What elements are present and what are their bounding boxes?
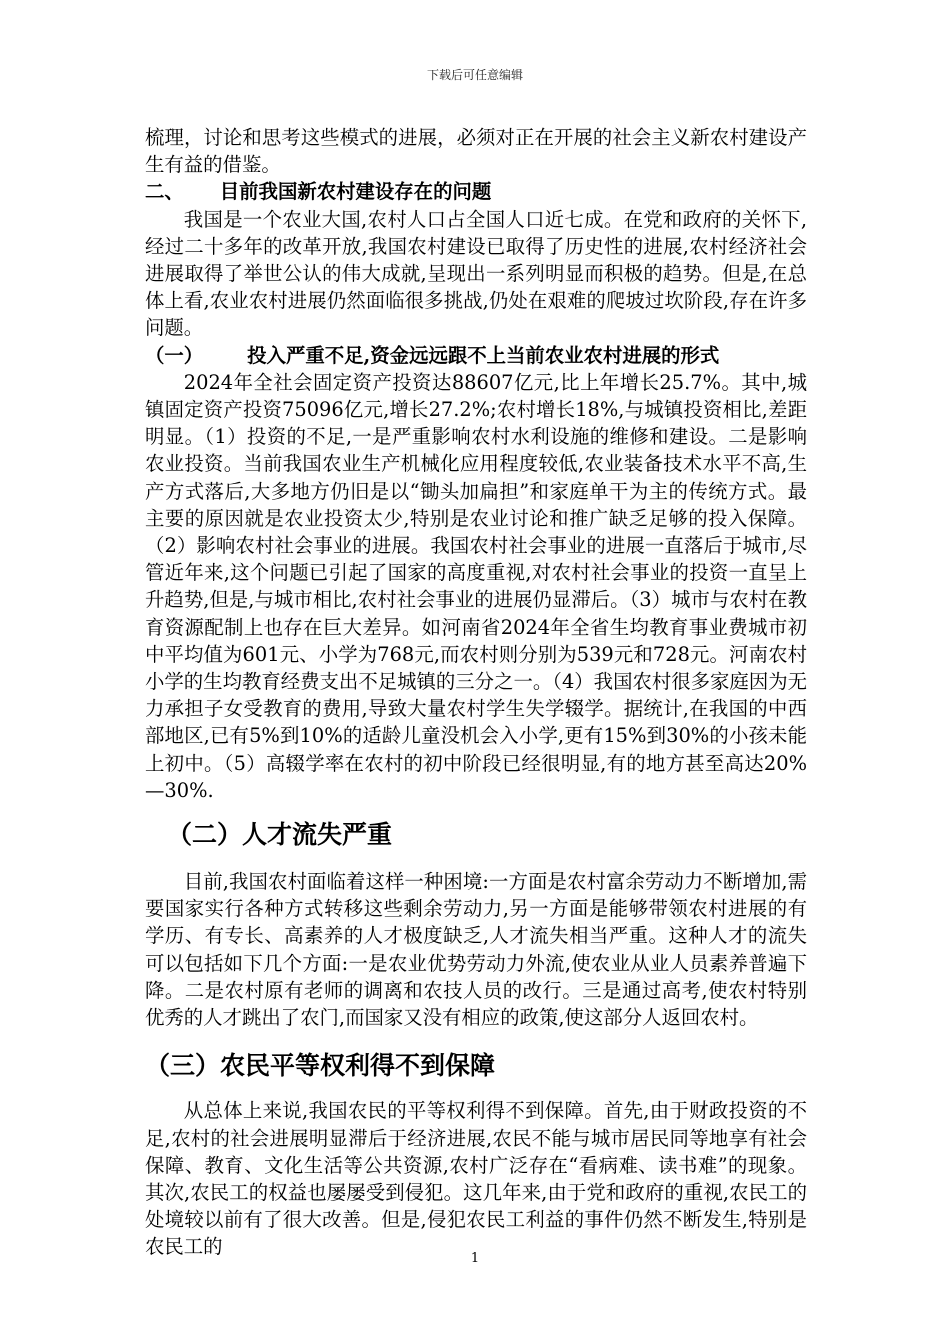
subsection-3-paragraph: 从总体上来说,我国农民的平等权利得不到保障。首先,由于财政投资的不足,农村的社会进展明显滞后于经济进展,农民不能与城市居民同等地享有社会保障、教育、文化生活等公共资源,农村广泛存在“看病难、读书难”的现象。其次,农民工的权益也屡屡受到侵犯。这几年来,由于党和政府的重视,农民工的处境较以前有了很大改善。但是,侵犯农民工利益的事件仍然不断发生,特别是农民工的	[145, 1099, 807, 1259]
subsection-2-paragraph: 目前,我国农村面临着这样一种困境:一方面是农村富余劳动力不断增加,需要国家实行各种方式转移这些剩余劳动力,另一方面是能够带领农村进展的有学历、有专长、高素养的人才极度缺乏,人才流失相当严重。这种人才的流失可以包括如下几个方面:一是农业优势劳动力外流,使农业从业人员素养普遍下降。二是农村原有老师的调离和农技人员的改行。三是通过高考,使农村特别优秀的人才跳出了农门,而国家又没有相应的政策,使这部分人返回农村。	[145, 870, 807, 1030]
section-2-number: 二、	[145, 180, 184, 204]
intro-continuation: 梳理，讨论和思考这些模式的进展，必须对正在开展的社会主义新农村建设产生有益的借鉴。	[145, 126, 807, 177]
page-header: 下载后可任意编辑	[426, 68, 523, 82]
subsection-1-paragraph: 2024年全社会固定资产投资达88607亿元,比上年增长25.7%。其中,城镇固定资产投资75096亿元,增长27.2%;农村增长18%,与城镇投资相比,差距明显。（1）投资的不足,一是严重影响农村水利设施的维修和建设。二是影响农业投资。当前我国农业生产机械化应用程度较低,农业装备技术水平不高,生产方式落后,大多地方仍旧是以“锄头加扁担”和家庭单干为主的传统方式。最主要的原因就是农业投资太少,特别是农业讨论和推广缺乏足够的投入保障。（2）影响农村社会事业的进展。我国农村社会事业的进展一直落后于城市,尽管近年来,这个问题已引起了国家的高度重视,对农村社会事业的投资一直呈上升趋势,但是,与城市相比,农村社会事业的进展仍显滞后。（3）城市与农村在教育资源配制上也存在巨大差异。如河南省2024年全省生均教育事业费城市初中平均值为601元、小学为768元,而农村则分别为539元和728元。河南农村小学的生均教育经费支出不足城镇的三分之一。（4）我国农村很多家庭因为无力承担子女受教育的费用,导致大量农村学生失学辍学。据统计,在我国的中西部地区,已有5%到10%的适龄儿童没机会入小学,更有15%到30%的小孩未能上初中。（5）高辍学率在农村的初中阶段已经很明显,有的地方甚至高达20%—30%.	[145, 370, 807, 802]
section-2-title: 目前我国新农村建设存在的问题	[219, 180, 492, 204]
subsection-1-heading	[145, 342, 807, 369]
subsection-2-heading: （二）人才流失严重	[167, 820, 393, 850]
subsection-1-number: （一）	[145, 343, 204, 367]
section-2-heading	[145, 178, 807, 205]
document-body	[145, 124, 807, 1261]
subsection-3-heading: （三）农民平等权利得不到保障	[145, 1051, 496, 1081]
subsection-1-title: 投入严重不足,资金远远跟不上当前农业农村进展的形式	[247, 343, 720, 367]
section-2-paragraph: 我国是一个农业大国,农村人口占全国人口近七成。在党和政府的关怀下,经过二十多年的改革开放,我国农村建设已取得了历史性的进展,农村经济社会进展取得了举世公认的伟大成就,呈现出一系列明显而积极的趋势。但是,在总体上看,农业农村进展仍然面临很多挑战,仍处在艰难的爬坡过坎阶段,存在许多问题。	[145, 207, 807, 340]
page-number: 1	[470, 1251, 480, 1266]
